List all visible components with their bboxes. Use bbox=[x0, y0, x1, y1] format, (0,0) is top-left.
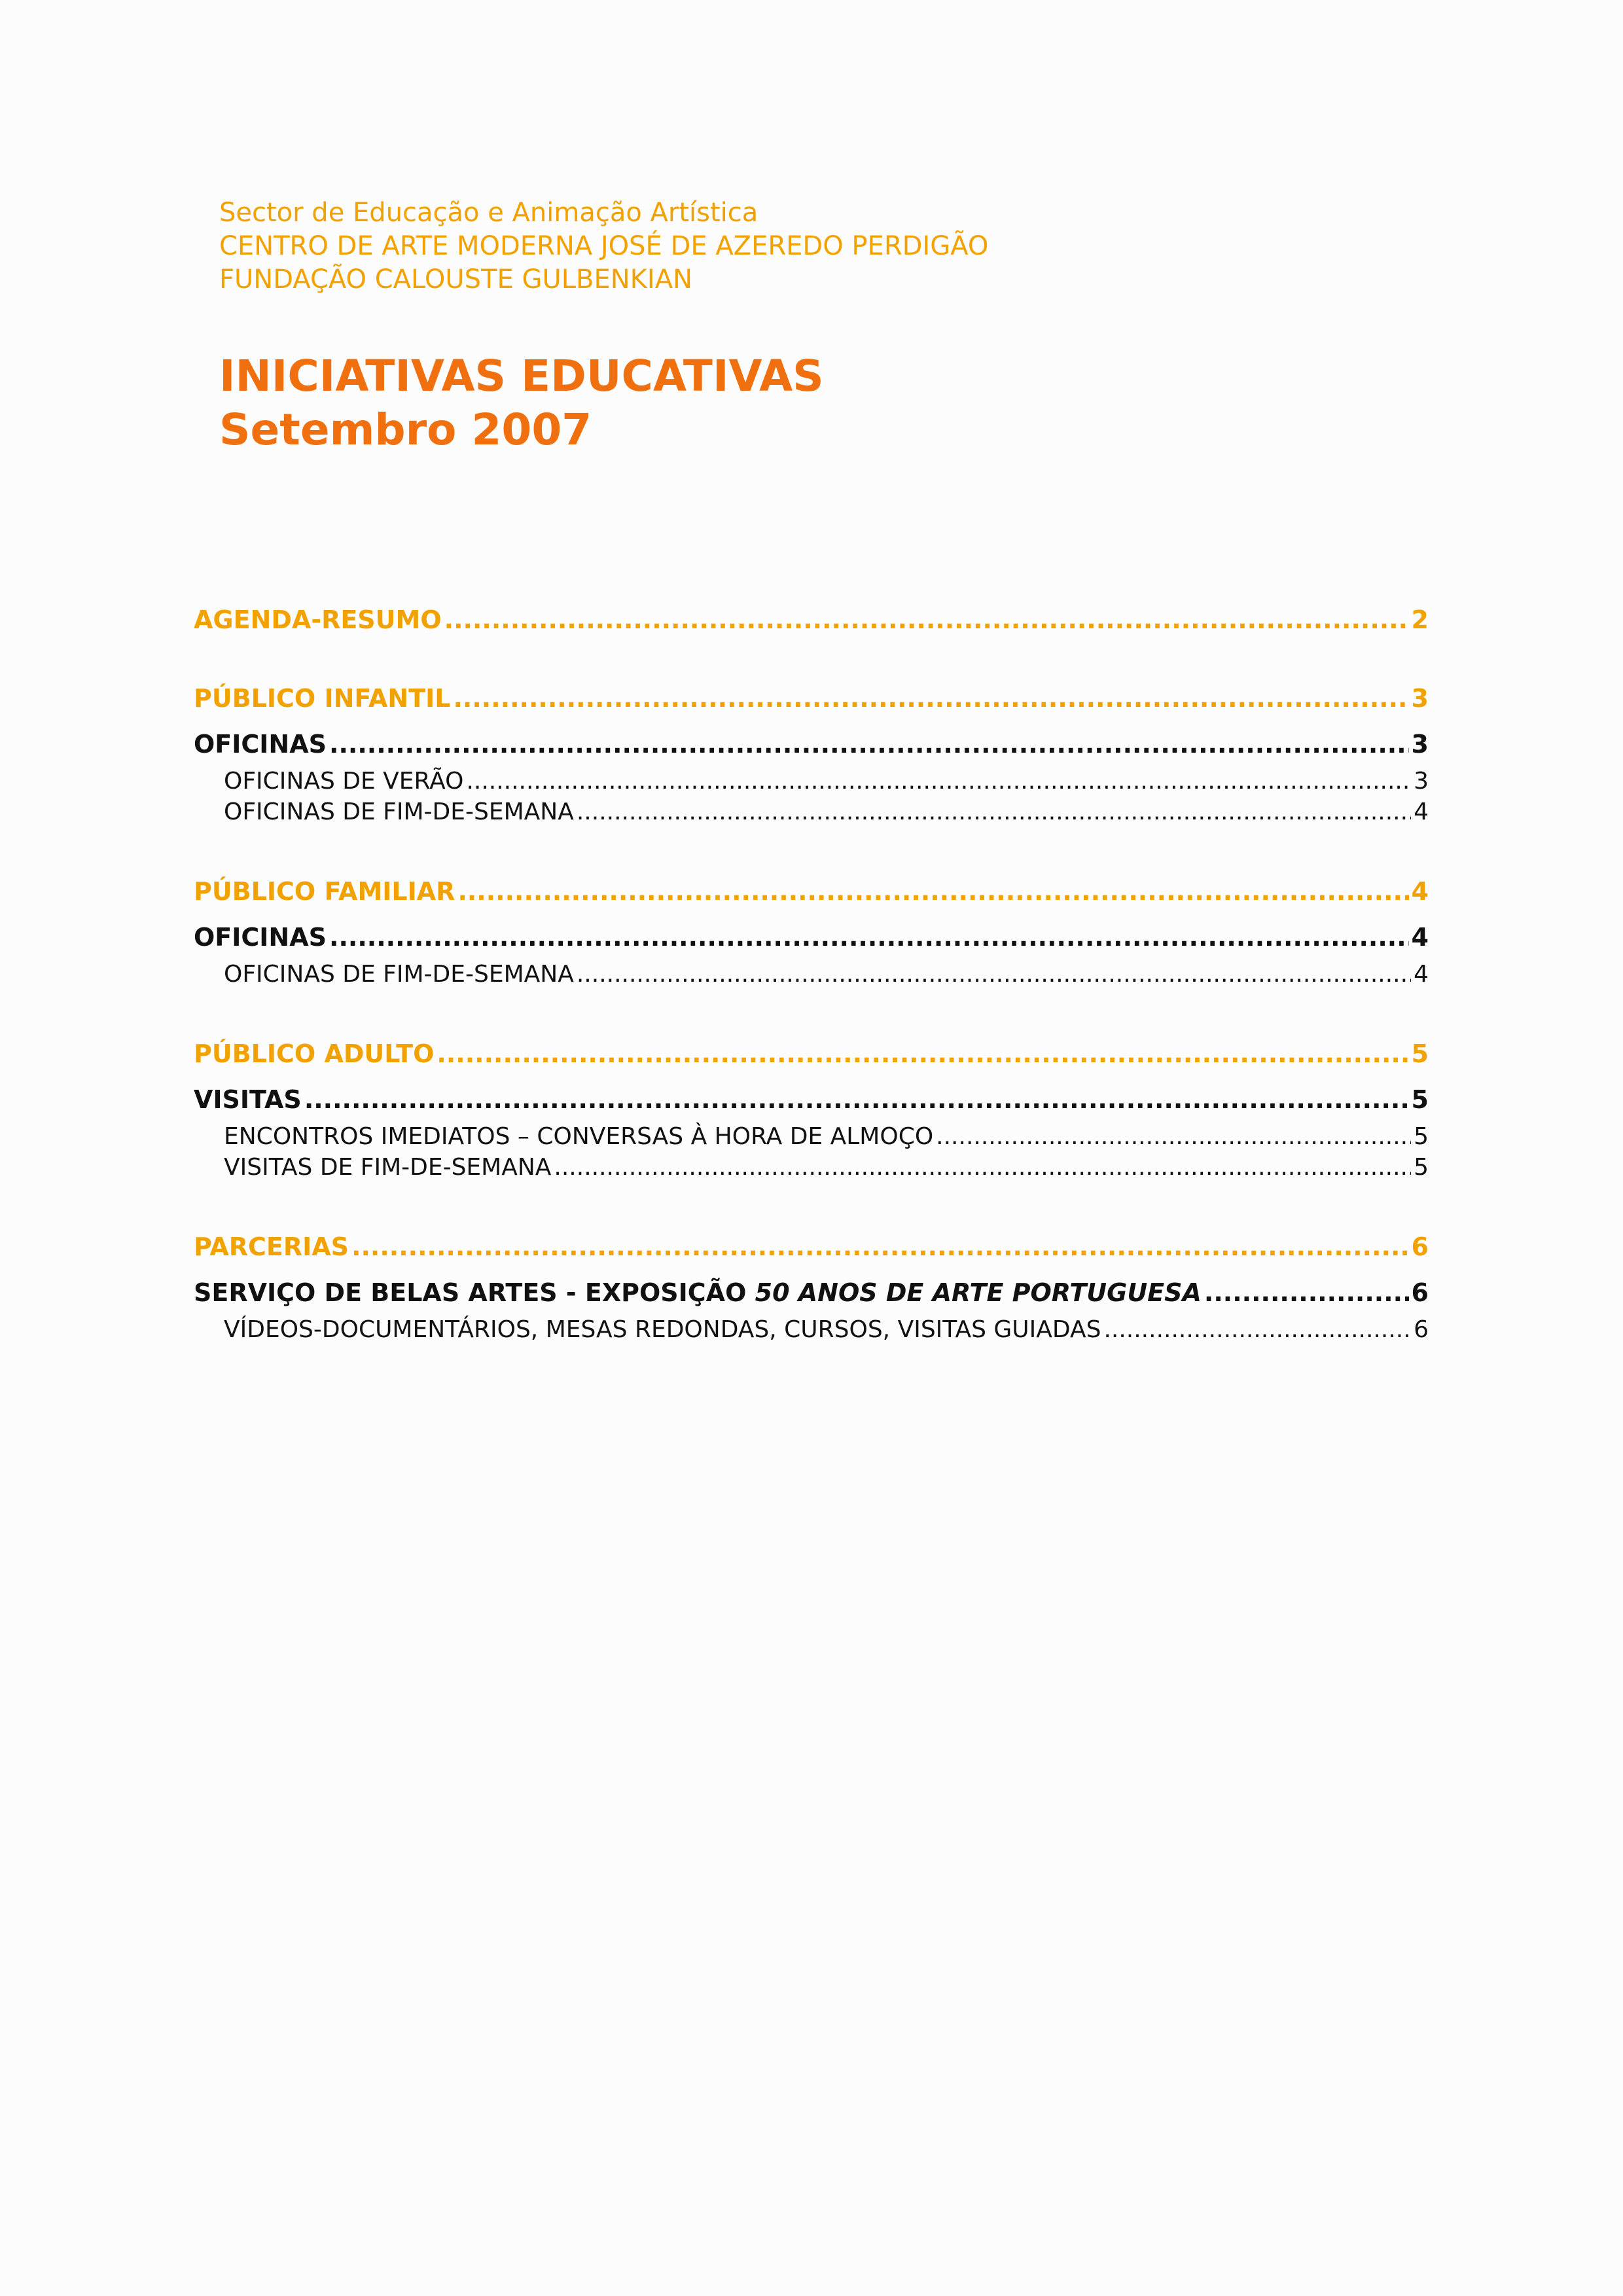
toc-page: 6 bbox=[1411, 1232, 1429, 1261]
toc-entry-familiar-fds[interactable] bbox=[224, 961, 1429, 988]
toc-label: VÍDEOS-DOCUMENTÁRIOS, MESAS REDONDAS, CURSOS, VISITAS GUIADAS bbox=[224, 1316, 1101, 1343]
toc-label: OFICINAS bbox=[194, 923, 327, 952]
toc-label: OFICINAS DE FIM-DE-SEMANA bbox=[224, 961, 574, 988]
toc-page: 4 bbox=[1414, 961, 1429, 988]
toc-leader bbox=[936, 1123, 1411, 1150]
toc-page: 5 bbox=[1414, 1123, 1429, 1150]
toc-entry-adulto-visitas-fds[interactable] bbox=[224, 1154, 1429, 1181]
toc-entry-adulto-encontros[interactable] bbox=[224, 1123, 1429, 1150]
toc-entry-agenda[interactable] bbox=[194, 605, 1429, 634]
toc-leader bbox=[577, 961, 1411, 988]
toc-leader bbox=[444, 605, 1409, 634]
toc-label: VISITAS DE FIM-DE-SEMANA bbox=[224, 1154, 552, 1181]
toc-leader bbox=[577, 798, 1411, 825]
toc-entry-parcerias-videos[interactable] bbox=[224, 1316, 1429, 1343]
toc-page: 2 bbox=[1411, 605, 1429, 634]
document-title bbox=[219, 350, 824, 457]
toc-page: 3 bbox=[1411, 684, 1429, 713]
header-centre: CENTRO DE ARTE MODERNA JOSÉ DE AZEREDO PERDIGÃO bbox=[219, 231, 989, 261]
toc-entry-familiar-oficinas[interactable] bbox=[194, 923, 1429, 952]
toc-leader bbox=[329, 923, 1409, 952]
header-foundation: FUNDAÇÃO CALOUSTE GULBENKIAN bbox=[219, 264, 692, 295]
toc-label: OFICINAS bbox=[194, 730, 327, 759]
toc-page: 6 bbox=[1411, 1278, 1429, 1307]
title-date: Setembro 2007 bbox=[219, 404, 592, 455]
toc-label bbox=[194, 1278, 1202, 1307]
header-sector: Sector de Educação e Animação Artística bbox=[219, 198, 758, 228]
toc-leader bbox=[453, 684, 1408, 713]
organization-header bbox=[219, 196, 988, 296]
toc-label: PÚBLICO ADULTO bbox=[194, 1039, 435, 1068]
toc-leader bbox=[437, 1039, 1408, 1068]
toc-entry-parcerias-servico[interactable] bbox=[194, 1278, 1429, 1307]
toc-leader bbox=[329, 730, 1409, 759]
toc-label: PÚBLICO FAMILIAR bbox=[194, 877, 455, 906]
toc-label: OFICINAS DE VERÃO bbox=[224, 768, 464, 795]
toc-leader bbox=[1204, 1278, 1409, 1307]
toc-page: 6 bbox=[1414, 1316, 1429, 1343]
toc-label: ENCONTROS IMEDIATOS – CONVERSAS À HORA DE ALMOÇO bbox=[224, 1123, 934, 1150]
toc-label-prefix: SERVIÇO DE BELAS ARTES - EXPOSIÇÃO bbox=[194, 1278, 755, 1307]
toc-page: 4 bbox=[1411, 877, 1429, 906]
toc-page: 5 bbox=[1414, 1154, 1429, 1181]
toc-entry-infantil[interactable] bbox=[194, 684, 1429, 713]
toc-leader bbox=[351, 1232, 1408, 1261]
toc-page: 4 bbox=[1411, 923, 1429, 952]
toc-entry-adulto-visitas[interactable] bbox=[194, 1085, 1429, 1114]
toc-label-exhibition-title: 50 ANOS DE ARTE PORTUGUESA bbox=[755, 1278, 1202, 1307]
toc-page: 3 bbox=[1414, 768, 1429, 795]
toc-label: PÚBLICO INFANTIL bbox=[194, 684, 451, 713]
toc-label: PARCERIAS bbox=[194, 1232, 349, 1261]
toc-leader bbox=[304, 1085, 1409, 1114]
toc-leader bbox=[554, 1154, 1411, 1181]
toc-page: 5 bbox=[1411, 1039, 1429, 1068]
toc-entry-infantil-oficinas[interactable] bbox=[194, 730, 1429, 759]
toc-leader bbox=[466, 768, 1411, 795]
toc-entry-parcerias[interactable] bbox=[194, 1232, 1429, 1261]
toc-leader bbox=[457, 877, 1408, 906]
title-main: INICIATIVAS EDUCATIVAS bbox=[219, 351, 824, 401]
toc-page: 5 bbox=[1411, 1085, 1429, 1114]
toc-label: OFICINAS DE FIM-DE-SEMANA bbox=[224, 798, 574, 825]
toc-entry-infantil-verao[interactable] bbox=[224, 768, 1429, 795]
toc-label: AGENDA-RESUMO bbox=[194, 605, 442, 634]
toc-label: VISITAS bbox=[194, 1085, 302, 1114]
toc-entry-adulto[interactable] bbox=[194, 1039, 1429, 1068]
toc-page: 3 bbox=[1411, 730, 1429, 759]
toc-page: 4 bbox=[1414, 798, 1429, 825]
toc-leader bbox=[1103, 1316, 1411, 1343]
toc-entry-familiar[interactable] bbox=[194, 877, 1429, 906]
toc-entry-infantil-fds[interactable] bbox=[224, 798, 1429, 825]
